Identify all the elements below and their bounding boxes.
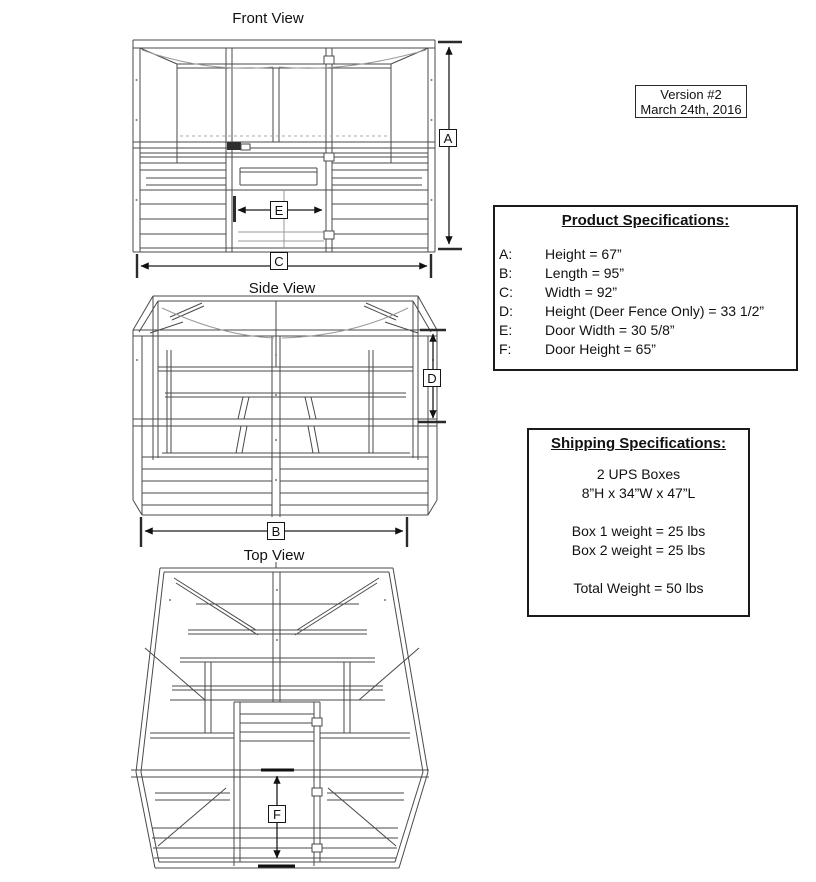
dim-label-d: D xyxy=(423,369,441,387)
door-hinge xyxy=(312,844,322,852)
top-view-title: Top View xyxy=(243,547,305,564)
spec-value-length: Length = 95” xyxy=(545,265,625,281)
shipping-total-weight: Total Weight = 50 lbs xyxy=(573,580,704,596)
shipping-specifications-title: Shipping Specifications: xyxy=(550,435,726,452)
shipping-box2-weight: Box 2 weight = 25 lbs xyxy=(571,542,706,558)
product-specifications-box xyxy=(493,205,798,371)
shipping-specifications-box xyxy=(527,428,750,617)
spec-value-width: Width = 92” xyxy=(545,284,617,300)
spec-key-d: D: xyxy=(499,303,513,319)
door-hinge xyxy=(324,56,334,64)
side-view-title: Side View xyxy=(248,280,316,297)
shipping-box-dimensions: 8”H x 34”W x 47”L xyxy=(581,485,696,501)
dim-label-f: F xyxy=(268,805,286,823)
door-hinge xyxy=(324,231,334,239)
front-view-drawing xyxy=(120,30,470,285)
dim-label-b: B xyxy=(267,522,285,540)
spec-value-deer-fence-height: Height (Deer Fence Only) = 33 1/2” xyxy=(545,303,765,319)
dim-label-c: C xyxy=(270,252,288,270)
spec-key-e: E: xyxy=(499,322,513,338)
door-hinge xyxy=(312,788,322,796)
spec-key-f: F: xyxy=(499,341,512,357)
spec-key-c: C: xyxy=(499,284,513,300)
spec-value-door-width: Door Width = 30 5/8” xyxy=(545,322,675,338)
door-hinge xyxy=(324,153,334,161)
front-view-title: Front View xyxy=(232,10,304,27)
shipping-box1-weight: Box 1 weight = 25 lbs xyxy=(571,523,706,539)
version-box xyxy=(635,85,747,118)
dim-label-a: A xyxy=(439,129,457,147)
spec-value-door-height: Door Height = 65” xyxy=(545,341,656,357)
door-hinge xyxy=(312,718,322,726)
spec-value-height: Height = 67” xyxy=(545,246,622,262)
dim-label-e: E xyxy=(270,201,288,219)
shipping-boxes-count: 2 UPS Boxes xyxy=(596,466,681,482)
spec-key-a: A: xyxy=(499,246,513,262)
door-latch xyxy=(227,142,241,150)
spec-key-b: B: xyxy=(499,265,513,281)
version-date: March 24th, 2016 xyxy=(640,102,742,117)
side-view-drawing xyxy=(120,278,465,550)
top-view-drawing xyxy=(120,558,465,882)
version-number: Version #2 xyxy=(660,87,722,102)
product-specifications-title: Product Specifications: xyxy=(561,212,730,229)
